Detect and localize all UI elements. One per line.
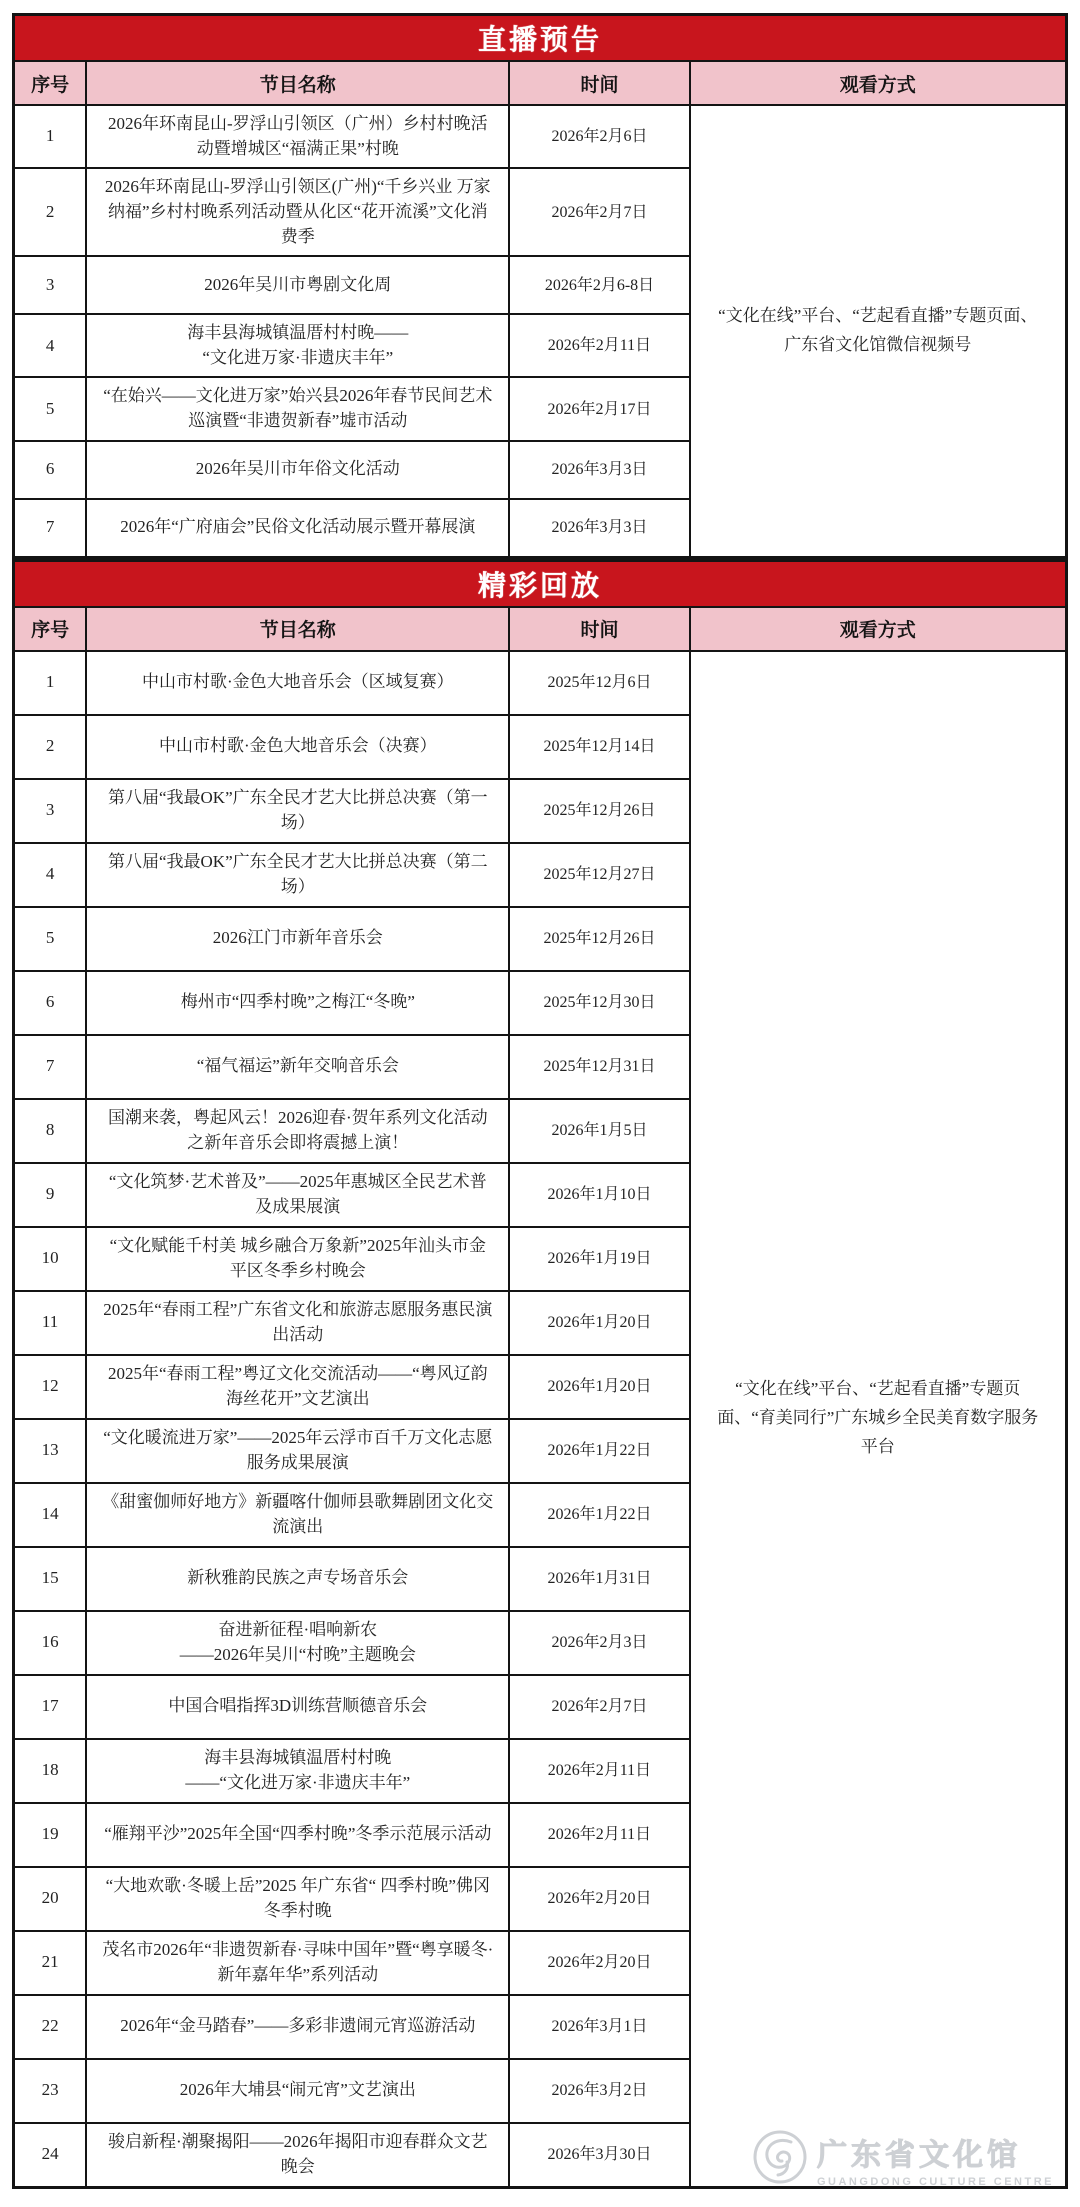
date-cell: 2026年1月5日 — [509, 1099, 689, 1163]
program-name-cell: 《甜蜜伽师好地方》新疆喀什伽师县歌舞剧团文化交流演出 — [86, 1483, 509, 1547]
program-name-cell: 中山市村歌·金色大地音乐会（区域复赛） — [86, 651, 509, 715]
program-name-cell: 2026年“广府庙会”民俗文化活动展示暨开幕展演 — [86, 499, 509, 558]
date-cell: 2026年1月20日 — [509, 1355, 689, 1419]
row-number-cell: 18 — [14, 1739, 87, 1803]
date-cell: 2026年1月19日 — [509, 1227, 689, 1291]
row-number-cell: 2 — [14, 168, 87, 256]
live-broadcast-table — [12, 13, 1068, 559]
row-number-cell: 15 — [14, 1547, 87, 1611]
replay-table — [12, 559, 1068, 2189]
date-cell: 2026年2月7日 — [509, 168, 689, 256]
program-name-cell: 海丰县海城镇温厝村村晚—— “文化进万家·非遗庆丰年” — [86, 314, 509, 377]
column-header: 节目名称 — [86, 61, 509, 105]
date-cell: 2026年2月6日 — [509, 105, 689, 168]
program-name-cell: 2026年环南昆山-罗浮山引领区（广州）乡村村晚活动暨增城区“福满正果”村晚 — [86, 105, 509, 168]
table-row — [14, 105, 1067, 168]
date-cell: 2025年12月27日 — [509, 843, 689, 907]
date-cell: 2026年2月20日 — [509, 1867, 689, 1931]
program-name-cell: “雁翔平沙”2025年全国“四季村晚”冬季示范展示活动 — [86, 1803, 509, 1867]
program-name-cell: “文化赋能千村美 城乡融合万象新”2025年汕头市金平区冬季乡村晚会 — [86, 1227, 509, 1291]
row-number-cell: 23 — [14, 2059, 87, 2123]
column-header-row — [14, 607, 1067, 651]
program-name-cell: 第八届“我最OK”广东全民才艺大比拼总决赛（第一场） — [86, 779, 509, 843]
column-header: 序号 — [14, 61, 87, 105]
column-header-row — [14, 61, 1067, 105]
row-number-cell: 3 — [14, 256, 87, 314]
program-name-cell: 第八届“我最OK”广东全民才艺大比拼总决赛（第二场） — [86, 843, 509, 907]
program-name-cell: 新秋雅韵民族之声专场音乐会 — [86, 1547, 509, 1611]
program-name-cell: 茂名市2026年“非遗贺新春·寻味中国年”暨“粤享暖冬·新年嘉年华”系列活动 — [86, 1931, 509, 1995]
section-title-row — [14, 560, 1067, 607]
date-cell: 2026年3月30日 — [509, 2123, 689, 2188]
date-cell: 2026年2月7日 — [509, 1675, 689, 1739]
program-name-cell: 2025年“春雨工程”粤辽文化交流活动——“粤风辽韵海丝花开”文艺演出 — [86, 1355, 509, 1419]
program-name-cell: “文化暖流进万家”——2025年云浮市百千万文化志愿服务成果展演 — [86, 1419, 509, 1483]
table-row — [14, 651, 1067, 715]
column-header: 观看方式 — [690, 61, 1067, 105]
row-number-cell: 22 — [14, 1995, 87, 2059]
row-number-cell: 7 — [14, 499, 87, 558]
logo-chinese-name: 广东省文化馆 — [816, 2139, 1021, 2173]
program-name-cell: 中山市村歌·金色大地音乐会（决赛） — [86, 715, 509, 779]
date-cell: 2026年2月11日 — [509, 1739, 689, 1803]
program-name-cell: 骏启新程·潮聚揭阳——2026年揭阳市迎春群众文艺晚会 — [86, 2123, 509, 2188]
logo-english-name: GUANGDONG CULTURE CENTRE — [816, 2176, 1054, 2189]
row-number-cell: 6 — [14, 971, 87, 1035]
date-cell: 2026年2月17日 — [509, 377, 689, 440]
date-cell: 2026年1月31日 — [509, 1547, 689, 1611]
program-name-cell: 奋进新征程·唱响新农 ——2026年吴川“村晚”主题晚会 — [86, 1611, 509, 1675]
row-number-cell: 14 — [14, 1483, 87, 1547]
row-number-cell: 4 — [14, 843, 87, 907]
watch-method-cell: “文化在线”平台、“艺起看直播”专题页面、“育美同行”广东城乡全民美育数字服务平台 — [690, 651, 1067, 2188]
replay-rows — [14, 651, 1067, 2188]
row-number-cell: 3 — [14, 779, 87, 843]
column-header: 观看方式 — [690, 607, 1067, 651]
date-cell: 2025年12月30日 — [509, 971, 689, 1035]
column-header: 节目名称 — [86, 607, 509, 651]
live-broadcast-rows — [14, 105, 1067, 557]
program-name-cell: 中国合唱指挥3D训练营顺德音乐会 — [86, 1675, 509, 1739]
program-name-cell: “在始兴——文化进万家”始兴县2026年春节民间艺术巡演暨“非遗贺新春”墟市活动 — [86, 377, 509, 440]
row-number-cell: 20 — [14, 1867, 87, 1931]
row-number-cell: 10 — [14, 1227, 87, 1291]
date-cell: 2025年12月26日 — [509, 907, 689, 971]
row-number-cell: 16 — [14, 1611, 87, 1675]
date-cell: 2025年12月26日 — [509, 779, 689, 843]
section-title-live: 直播预告 — [14, 15, 1067, 62]
date-cell: 2026年3月2日 — [509, 2059, 689, 2123]
program-name-cell: 海丰县海城镇温厝村村晚 ——“文化进万家·非遗庆丰年” — [86, 1739, 509, 1803]
row-number-cell: 11 — [14, 1291, 87, 1355]
row-number-cell: 17 — [14, 1675, 87, 1739]
row-number-cell: 9 — [14, 1163, 87, 1227]
date-cell: 2026年3月1日 — [509, 1995, 689, 2059]
date-cell: 2026年1月22日 — [509, 1419, 689, 1483]
date-cell: 2026年1月22日 — [509, 1483, 689, 1547]
date-cell: 2025年12月14日 — [509, 715, 689, 779]
row-number-cell: 1 — [14, 651, 87, 715]
date-cell: 2026年1月20日 — [509, 1291, 689, 1355]
program-name-cell: 2026年吴川市年俗文化活动 — [86, 441, 509, 499]
row-number-cell: 24 — [14, 2123, 87, 2188]
date-cell: 2026年2月11日 — [509, 1803, 689, 1867]
date-cell: 2025年12月31日 — [509, 1035, 689, 1099]
program-name-cell: 2026年吴川市粤剧文化周 — [86, 256, 509, 314]
date-cell: 2026年2月20日 — [509, 1931, 689, 1995]
program-name-cell: 梅州市“四季村晚”之梅江“冬晚” — [86, 971, 509, 1035]
row-number-cell: 1 — [14, 105, 87, 168]
watch-method-cell: “文化在线”平台、“艺起看直播”专题页面、广东省文化馆微信视频号 — [690, 105, 1067, 557]
program-name-cell: “文化筑梦·艺术普及”——2025年惠城区全民艺术普及成果展演 — [86, 1163, 509, 1227]
program-name-cell: 2026年大埔县“闹元宵”文艺演出 — [86, 2059, 509, 2123]
row-number-cell: 5 — [14, 907, 87, 971]
row-number-cell: 7 — [14, 1035, 87, 1099]
date-cell: 2026年3月3日 — [509, 499, 689, 558]
column-header: 序号 — [14, 607, 87, 651]
row-number-cell: 8 — [14, 1099, 87, 1163]
section-title-row — [14, 15, 1067, 62]
program-name-cell: 2026江门市新年音乐会 — [86, 907, 509, 971]
date-cell: 2026年2月6-8日 — [509, 256, 689, 314]
program-name-cell: “大地欢歌·冬暖上岳”2025 年广东省“ 四季村晚”佛冈冬季村晚 — [86, 1867, 509, 1931]
row-number-cell: 12 — [14, 1355, 87, 1419]
date-cell: 2026年2月3日 — [509, 1611, 689, 1675]
row-number-cell: 19 — [14, 1803, 87, 1867]
row-number-cell: 4 — [14, 314, 87, 377]
program-name-cell: 国潮来袭，粤起风云！2026迎春·贺年系列文化活动之新年音乐会即将震撼上演！ — [86, 1099, 509, 1163]
program-name-cell: 2025年“春雨工程”广东省文化和旅游志愿服务惠民演出活动 — [86, 1291, 509, 1355]
program-name-cell: “福气福运”新年交响音乐会 — [86, 1035, 509, 1099]
date-cell: 2026年2月11日 — [509, 314, 689, 377]
column-header: 时间 — [509, 61, 689, 105]
date-cell: 2026年3月3日 — [509, 441, 689, 499]
date-cell: 2026年1月10日 — [509, 1163, 689, 1227]
row-number-cell: 6 — [14, 441, 87, 499]
row-number-cell: 21 — [14, 1931, 87, 1995]
row-number-cell: 5 — [14, 377, 87, 440]
program-name-cell: 2026年“金马踏春”——多彩非遗闹元宵巡游活动 — [86, 1995, 509, 2059]
row-number-cell: 13 — [14, 1419, 87, 1483]
date-cell: 2025年12月6日 — [509, 651, 689, 715]
section-title-replay: 精彩回放 — [14, 560, 1067, 607]
row-number-cell: 2 — [14, 715, 87, 779]
column-header: 时间 — [509, 607, 689, 651]
program-name-cell: 2026年环南昆山-罗浮山引领区(广州)“千乡兴业 万家纳福”乡村村晚系列活动暨从化区“花开流溪”文化消费季 — [86, 168, 509, 256]
